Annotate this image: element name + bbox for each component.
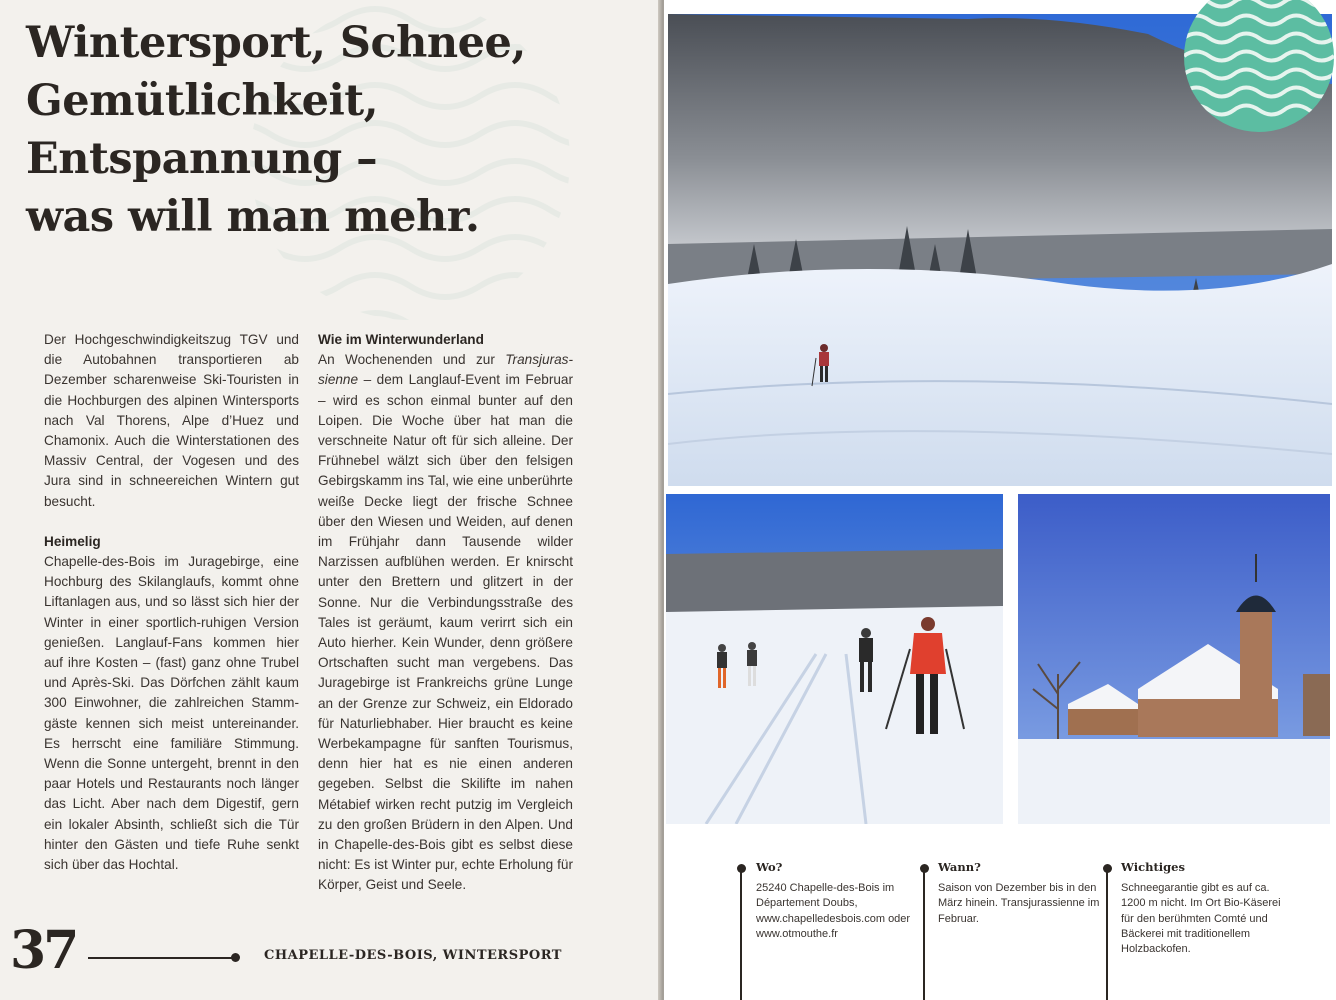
footer-running-title: CHAPELLE-DES-BOIS, WINTERSPORT xyxy=(264,948,562,963)
photo-snowy-church xyxy=(1018,494,1330,824)
section-heading-winterwunderland: Wie im Winterwunderland xyxy=(318,332,484,347)
info-when-text: Saison von Dezember bis in den März hinein. Transjurassienne im Februar. xyxy=(938,882,1100,925)
info-important-label: Wichtiges xyxy=(1121,860,1185,874)
info-rule xyxy=(1106,868,1108,1000)
info-important-text: Schneegarantie gibt es auf ca. 1200 m nicht. Im Ort Bio-Käserei für den berühmten Comté und Bäckerei mit traditionellem Holzbackofen. xyxy=(1121,882,1281,956)
headline-line-2: Gemütlichkeit, xyxy=(26,76,379,126)
info-where xyxy=(756,860,926,942)
text-column-1 xyxy=(44,330,299,875)
info-rule xyxy=(740,868,742,1000)
info-where-label: Wo? xyxy=(756,860,783,874)
section-heading-heimelig: Heimelig xyxy=(44,533,101,549)
headline xyxy=(26,14,626,246)
headline-line-1: Wintersport, Schnee, xyxy=(26,18,526,68)
page-number: 37 xyxy=(10,920,77,981)
footer-bullet-icon xyxy=(231,953,240,962)
text-column-2 xyxy=(318,330,573,896)
info-when-label: Wann? xyxy=(938,860,981,874)
info-important xyxy=(1121,860,1291,957)
info-rule xyxy=(923,868,925,1000)
footer-rule xyxy=(88,957,234,959)
left-page xyxy=(0,0,662,1000)
photo-cross-country-skiers xyxy=(666,494,1003,824)
info-where-text: 25240 Chapelle-des-Bois im Département Doubs, www.chapelledesbois.com oder www.otmouthe.fr xyxy=(756,882,911,940)
winterwunderland-text-a: An Wochenenden und zur xyxy=(318,352,506,368)
transjurassienne-italic: Transjurassienne xyxy=(318,352,573,388)
right-page xyxy=(664,0,1336,1000)
info-when xyxy=(938,860,1108,927)
heimelig-paragraph: Chapelle-des-Bois im Juragebirge, eine Hochburg des Skilanglaufs, kommt ohne Liftanlagen aus, und so lässt sich hier der Winter in einer sportlich-ruhigen Version genießen. Langlauf-Fans kommen hier auf ihre Kosten – (fast) ganz ohne Trubel und Après-Ski. Das Dörfchen zählt kaum 300 Einwohner, die zahlreichen Stammgäste kennen sich meist untereinander. Es herrscht eine familiäre Stimmung. Wenn die Sonne untergeht, brennt in den paar Hotels und Restaurants noch länger das Licht. Aber nach dem Digestif, gern ein lokaler Absinth, schließt sich die Tür hinter den Gästen und tiefe Ruhe senkt sich über das Hochtal. xyxy=(44,554,299,873)
headline-line-4: was will man mehr. xyxy=(26,192,480,242)
winterwunderland-paragraph xyxy=(318,350,573,895)
intro-paragraph: Der Hochgeschwindigkeitszug TGV und die Autobahnen transportieren ab Dezember scharenweise Ski-Touristen in die Hochburgen des alpinen Wintersports nach Val Thorens, Alpe d’Huez und Chamonix. Auch die Winterstationen des Massiv Central, der Vogesen und des Jura sind in schneereichen Wintern gut besucht. xyxy=(44,332,299,509)
winterwunderland-text-b: – dem Langlauf-Event im Februar – wird es schon einmal bunter auf den Loipen. Die Woche über hat man die verschneite Natur oft für sich alleine. Der Frühnebel wälzt sich über den felsigen Gebirgskamm ins Tal, wie eine unberührte weiße Decke liegt der frische Schnee über den Wiesen und Weiden, auf denen im Frühjahr dann Tausende wilder Narzissen aufblühen werden. Er knirscht unter den Brettern und glitzert in der Sonne. Nur die Verbindungsstraße des Tales ist geräumt, kaum verirrt sich ein Auto hierher. Kein Wunder, denn größere Ortschaften sucht man vergebens. Das Juragebirge ist Frankreichs grüne Lunge an der Grenze zur Schweiz, ein Eldorado für Naturliebhaber. Hier braucht es keine Werbekampagne für sanften Tourismus, denn hier hat es nie einen anderen gegeben. Selbst die Skilifte im nahen Métabief wirken recht putzig im Vergleich zu den großen Brüdern in den Alpen. Und in Chapelle-des-Bois gibt es selbst diese nicht: Es ist Winter pur, echte Erholung für Körper, Geist und Seele. xyxy=(318,372,573,893)
headline-line-3: Entspannung – xyxy=(26,134,378,184)
